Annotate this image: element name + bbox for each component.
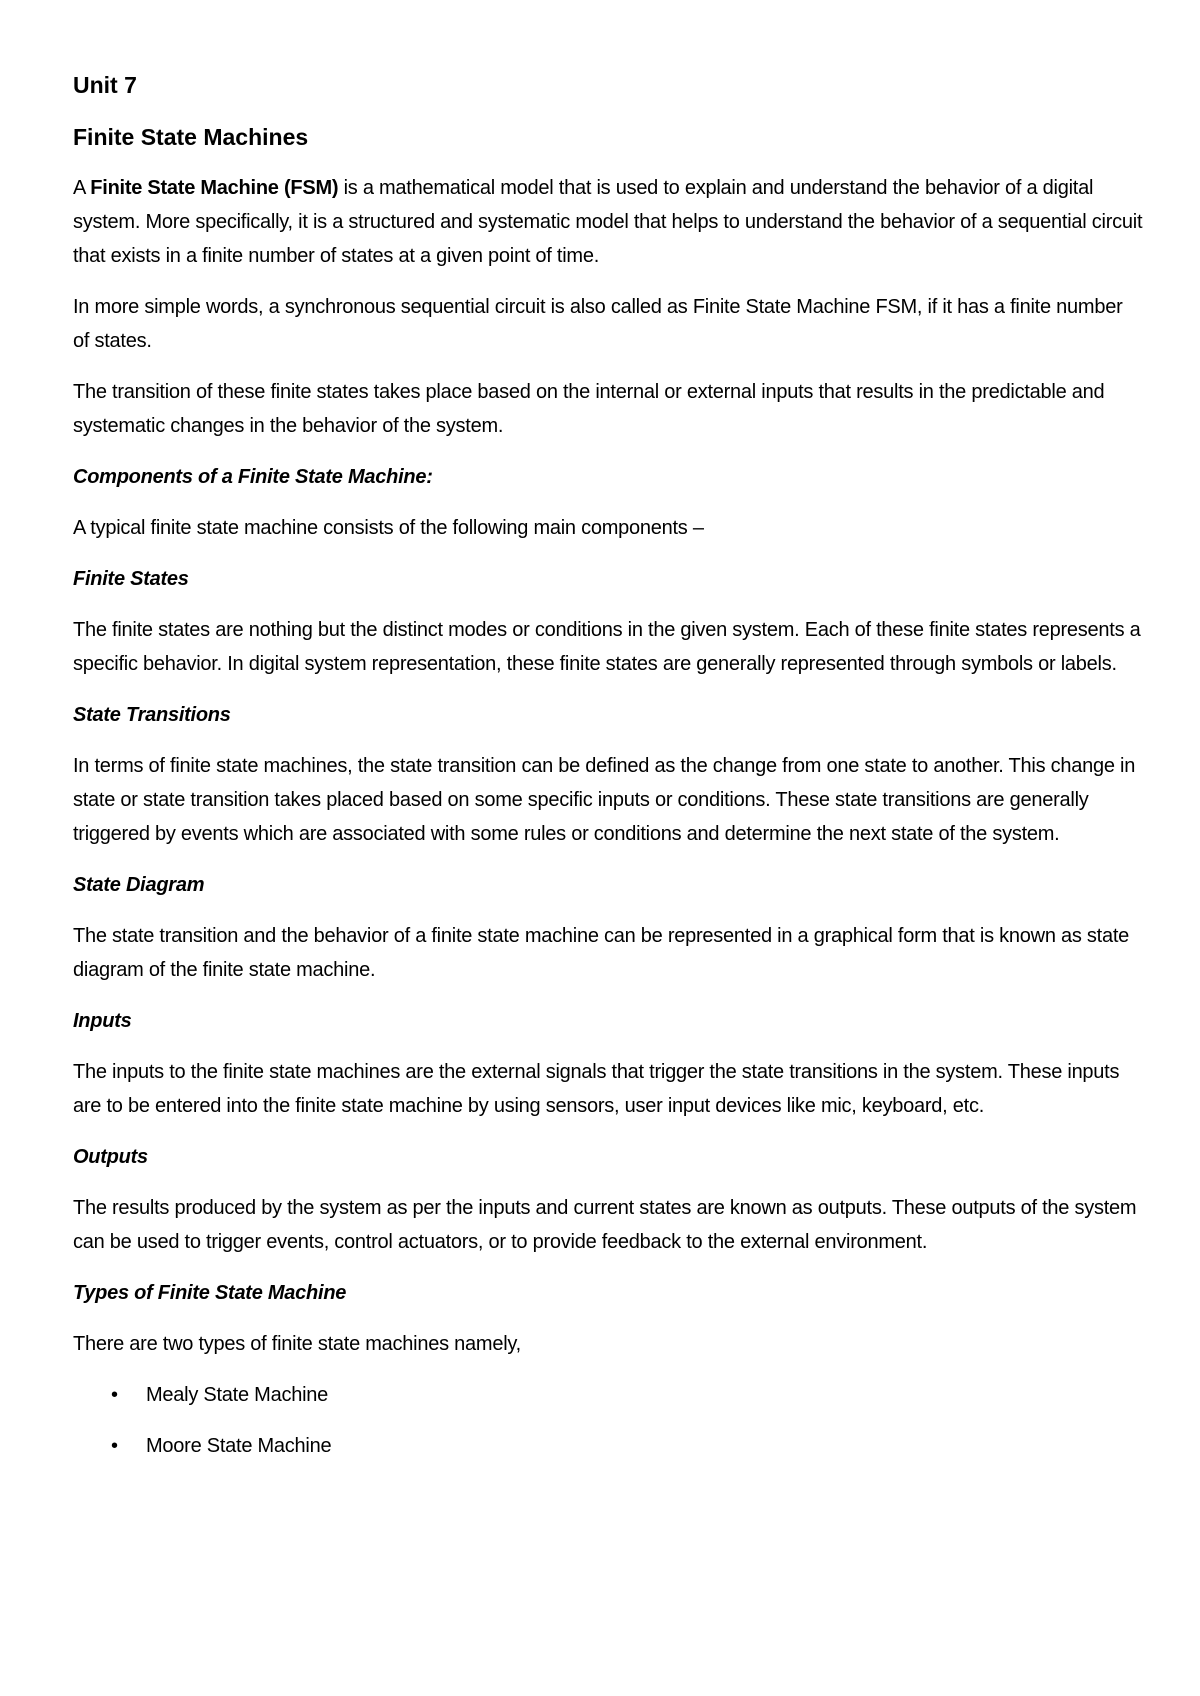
state-transitions-heading: State Transitions <box>73 704 231 727</box>
inputs-text: The inputs to the finite state machines are the external signals that trigger the state transitions in the system. These inputs are to be entered into the finite state machine by using sensors, user input devices like mic, keyboard, etc. <box>73 1061 1120 1118</box>
intro-pre: A <box>73 177 91 200</box>
inputs-heading: Inputs <box>73 1010 132 1033</box>
types-list <box>73 1378 1143 1463</box>
state-diagram-text: The state transition and the behavior of a finite state machine can be represented in a graphical form that is known as state diagram of the finite state machine. <box>73 925 1130 982</box>
list-item-label: Mealy State Machine <box>146 1384 329 1407</box>
outputs-text: The results produced by the system as per the inputs and current states are known as outputs. These outputs of the system can be used to trigger events, control actuators, or to provide feedback to the external environment. <box>73 1197 1137 1254</box>
state-diagram-heading: State Diagram <box>73 874 205 897</box>
state-transitions-text: In terms of finite state machines, the state transition can be defined as the change from one state to another. This change in state or state transition takes placed based on some specific inputs or conditions. These state transitions are generally triggered by events which are associated with some rules or conditions and determine the next state of the system. <box>73 755 1136 846</box>
intro-paragraph <box>73 171 1143 273</box>
bullet-icon: • <box>111 1435 118 1458</box>
intro-post: is a mathematical model that is used to explain and understand the behavior of a digital system. More specifically, it is a structured and systematic model that helps to understand the behavior of a sequential circuit that exists in a finite number of states at a given point of time. <box>73 177 1143 268</box>
finite-states-text: The finite states are nothing but the distinct modes or conditions in the given system. Each of these finite states represents a specific behavior. In digital system representation, these finite states are generally represented through symbols or labels. <box>73 619 1141 676</box>
intro-term: Finite State Machine (FSM) <box>90 177 339 200</box>
document-page <box>73 72 1143 1480</box>
list-item-label: Moore State Machine <box>146 1435 332 1458</box>
outputs-heading: Outputs <box>73 1146 148 1169</box>
components-intro: A typical finite state machine consists of the following main components – <box>73 517 704 540</box>
bullet-icon: • <box>111 1384 118 1407</box>
simple-words-paragraph: In more simple words, a synchronous sequential circuit is also called as Finite State Machine FSM, if it has a finite number of states. <box>73 296 1123 353</box>
list-item <box>73 1378 1143 1412</box>
unit-label: Unit 7 <box>73 72 137 98</box>
types-intro: There are two types of finite state machines namely, <box>73 1333 521 1356</box>
list-item <box>73 1429 1143 1463</box>
transition-paragraph: The transition of these finite states takes place based on the internal or external inputs that results in the predictable and systematic changes in the behavior of the system. <box>73 381 1105 438</box>
page-title: Finite State Machines <box>73 123 309 150</box>
components-heading: Components of a Finite State Machine: <box>73 466 433 489</box>
finite-states-heading: Finite States <box>73 568 189 591</box>
types-heading: Types of Finite State Machine <box>73 1282 347 1305</box>
